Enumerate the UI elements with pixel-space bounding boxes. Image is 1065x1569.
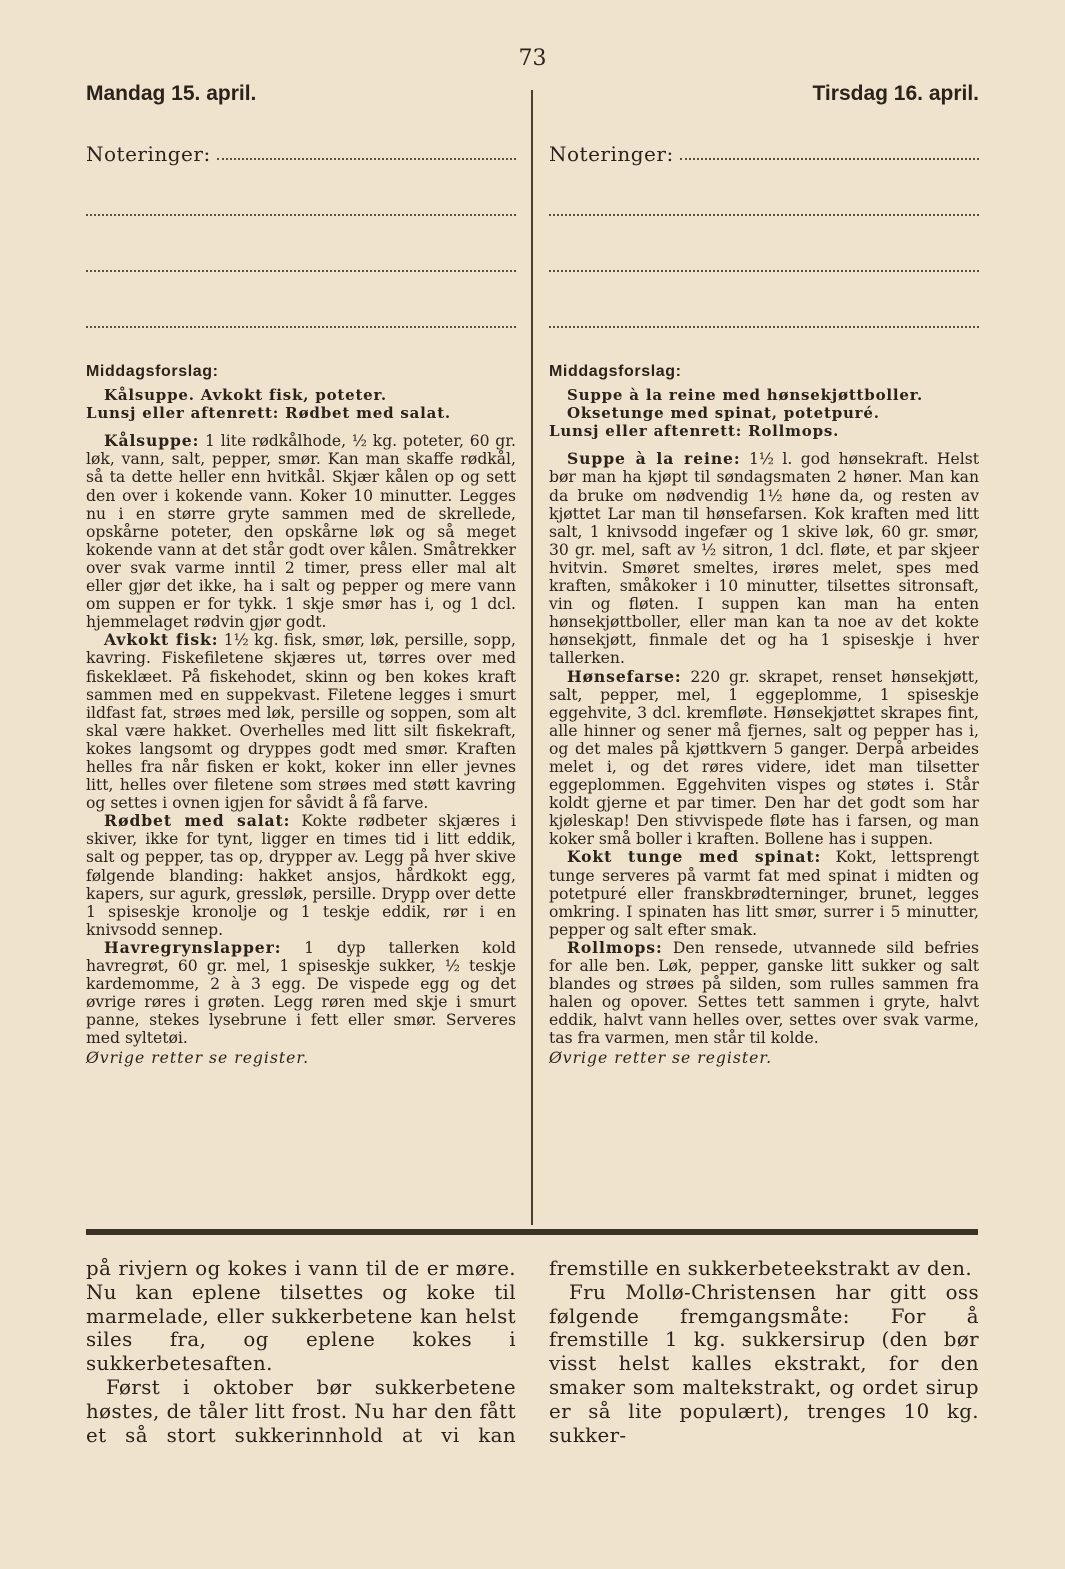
left-recipes bbox=[86, 363, 516, 1068]
menu-line: Kålsuppe. Avkokt fisk, poteter. bbox=[104, 386, 387, 405]
left-notes bbox=[86, 142, 516, 366]
dotted-line bbox=[86, 254, 516, 272]
dotted-line bbox=[549, 198, 979, 216]
article-paragraph: Fru Mollø-Christensen har gitt oss følgende fremgangsmåte: For å fremstille 1 kg. sukkersirup (den bør visst helst kalles ekstrakt, for den smaker som maltekstrakt, og ordet sirup er så lite populært), trenges 10 kg. sukker- bbox=[549, 1280, 979, 1447]
recipe-name: Rollmops: bbox=[567, 937, 663, 957]
dotted-line bbox=[680, 142, 979, 160]
recipe-name: Rødbet med salat: bbox=[104, 811, 291, 831]
page-number: 73 bbox=[518, 46, 547, 71]
recipe-text: 1 dyp tallerken kold havregrøt, 60 gr. mel, 1 spiseskje sukker, ½ teskje kardemomme, 2 à 3 egg. De vispede egg og det øvrige røres i grøten. Legg røren med skje i smurt panne, stekes lysebrune i fett eller smør. Serveres med syltetøi. bbox=[86, 938, 516, 1048]
menu-heading: Middagsforslag: bbox=[549, 363, 682, 380]
recipe-paragraph bbox=[86, 432, 516, 631]
recipe-name: Kokt tunge med spinat: bbox=[567, 847, 822, 867]
recipe-text: 1 lite rødkålhode, ½ kg. poteter, 60 gr. løk, vann, salt, pepper, smør. Kan man skaffe rødkål, så ta dette heller enn hvitkål. Skjær kålen op og sett den over i kokende vann. Koker 10 minutter. Legges nu i en større gryte sammen med de skrellede, opskårne poteter, den opskårne løk og så meget kokende vann at det står godt over kålen. Småtrekker over svak varme inntil 2 timer, press eller mal alt eller gjør det ikke, ha i salt og pepper og mere vann om suppen er for tykk. 1 skje smør has i, og 1 dcl. hjemmelaget rødvin gjør godt. bbox=[86, 432, 516, 632]
dotted-line bbox=[549, 254, 979, 272]
menu-line: Lunsj eller aftenrett: Rødbet med salat. bbox=[86, 404, 451, 423]
notes-row bbox=[86, 142, 516, 198]
menu-line: Suppe à la reine med hønsekjøttboller. bbox=[567, 386, 924, 405]
recipe-name: Avkokt fisk: bbox=[104, 630, 219, 650]
notes-row bbox=[86, 198, 516, 254]
recipe-paragraph bbox=[549, 450, 979, 667]
right-notes bbox=[549, 142, 979, 366]
notes-label: Noteringer: bbox=[549, 142, 674, 166]
notes-row bbox=[86, 254, 516, 310]
recipe-paragraph bbox=[549, 668, 979, 849]
recipe-text: Kokte rødbeter skjæres i skiver, ikke for tynt, ligger en times tid i litt eddik, salt og pepper, tas op, drypper av. Legg på hver skive følgende blanding: hakket ansjos, hårdkokt egg, kapers, sur agurk, gressløk, persille. Drypp over dette 1 spiseskje kronolje og 1 teskje eddik, rør i en knivsodd sennep. bbox=[86, 812, 516, 939]
dotted-line bbox=[86, 310, 516, 328]
recipe-paragraph bbox=[549, 848, 979, 938]
register-note: Øvrige retter se register. bbox=[86, 1049, 310, 1068]
column-divider bbox=[531, 90, 533, 1225]
section-rule bbox=[86, 1229, 978, 1235]
right-recipes bbox=[549, 363, 979, 1068]
recipe-text: Kokt, lettsprengt tunge serveres på varmt fat med spinat i midten og potetpuré eller franskbrødterninger, brunet, legges omkring. I spinaten has litt smør, surrer i 5 minutter, pepper og salt efter smak. bbox=[549, 848, 979, 939]
notes-row bbox=[549, 254, 979, 310]
menu-line: Lunsj eller aftenrett: Rollmops. bbox=[549, 422, 840, 441]
recipe-paragraph bbox=[549, 939, 979, 1048]
article-paragraph: fremstille en sukkerbeteekstrakt av den. bbox=[549, 1257, 973, 1280]
menu-line: Oksetunge med spinat, potetpuré. bbox=[567, 404, 880, 423]
article-paragraph: Først i oktober bør sukkerbetene høstes, de tåler litt frost. Nu har den fått et så stort sukkerinnhold at vi kan bbox=[86, 1375, 516, 1447]
bottom-right-text bbox=[549, 1257, 979, 1447]
notes-label: Noteringer: bbox=[86, 142, 211, 166]
recipe-paragraph bbox=[86, 631, 516, 812]
notes-row bbox=[549, 198, 979, 254]
recipe-text: Den rensede, utvannede sild befries for alle ben. Løk, pepper, ganske litt sukker og salt blandes og strøes på silden, som rulles sammen fra halen og opover. Settes tett sammen i gryte, halvt eddik, halvt vann helles over, settes over svak varme, tas fra varmen, men står til kolde. bbox=[549, 938, 979, 1048]
recipe-paragraph bbox=[86, 812, 516, 939]
right-day-heading: Tirsdag 16. april. bbox=[812, 82, 979, 105]
recipe-name: Kålsuppe: bbox=[104, 431, 200, 451]
recipe-text: 1½ l. god hønsekraft. Helst bør man ha kjøpt til søndagsmaten 2 høner. Man kan da bruke om nødvendig 1½ høne da, og resten av kjøttet Lar man til hønsefarsen. Kok kraften med litt salt, 1 knivsodd ingefær og 1 skive løk, 60 gr. smør, 30 gr. mel, saft av ½ sitron, 1 dcl. fløte, et par skjeer hvitvin. Smøret smeltes, irøres melet, spes med kraften, småkoker i 10 minutter, tilsettes sitronsaft, vin og fløten. I suppen kan man ha enten hønsekjøttboller, eller man kan ta noe av det kokte hønsekjøtt, finmale det og ha 1 spiseskje i hver tallerken. bbox=[549, 450, 979, 668]
left-day-heading: Mandag 15. april. bbox=[86, 82, 257, 105]
dotted-line bbox=[549, 310, 979, 328]
recipe-text: 1½ kg. fisk, smør, løk, persille, sopp, kavring. Fiskefiletene skjæres ut, tørres over med fiskeklæet. På fiskehodet, skinn og ben kokes kraft sammen med en suppekvast. Filetene legges i smurt ildfast fat, strøes med løk, persille og soppen, som alt skal være hakket. Overhelles med litt silt fiskekraft, kokes langsomt og dryppes godt med smør. Kraften helles fra når fisken er kokt, koker inn eller jevnes litt, helles over filetene som strøes med støtt kavring og settes i ovnen igjen for såvidt å få farve. bbox=[86, 631, 516, 813]
dotted-line bbox=[86, 198, 516, 216]
register-note: Øvrige retter se register. bbox=[549, 1049, 773, 1068]
notes-row bbox=[549, 310, 979, 366]
notes-row bbox=[86, 310, 516, 366]
dotted-line bbox=[217, 142, 516, 160]
recipe-name: Suppe à la reine: bbox=[567, 449, 741, 469]
bottom-left-text bbox=[86, 1257, 516, 1447]
menu-heading: Middagsforslag: bbox=[86, 363, 219, 380]
recipe-name: Hønsefarse: bbox=[567, 666, 682, 686]
recipe-paragraph bbox=[86, 939, 516, 1048]
recipe-name: Havregrynslapper: bbox=[104, 937, 282, 957]
recipe-text: 220 gr. skrapet, renset hønsekjøtt, salt, pepper, mel, 1 eggeplomme, 1 spiseskje eggehvite, 3 dcl. kremfløte. Hønsekjøttet skrapes fint, alle hinner og sener må fjernes, salt og pepper has i, og det males på kjøttkvern 5 ganger. Derpå arbeides melet i, og det røres videre, idet man tilsetter eggeplommen. Eggehviten vispes og støtes i. Står koldt gjerne et par timer. Den har det godt som har kjøleskap! Den stivvispede fløte has i farsen, og man koker små boller i kraften. Bollene has i suppen. bbox=[549, 667, 979, 849]
article-paragraph: på rivjern og kokes i vann til de er møre. Nu kan eplene tilsettes og koke til marmelade, eller sukkerbetene kan helst siles fra, og eplene kokes i sukkerbetesaften. bbox=[86, 1257, 516, 1376]
notes-row bbox=[549, 142, 979, 198]
